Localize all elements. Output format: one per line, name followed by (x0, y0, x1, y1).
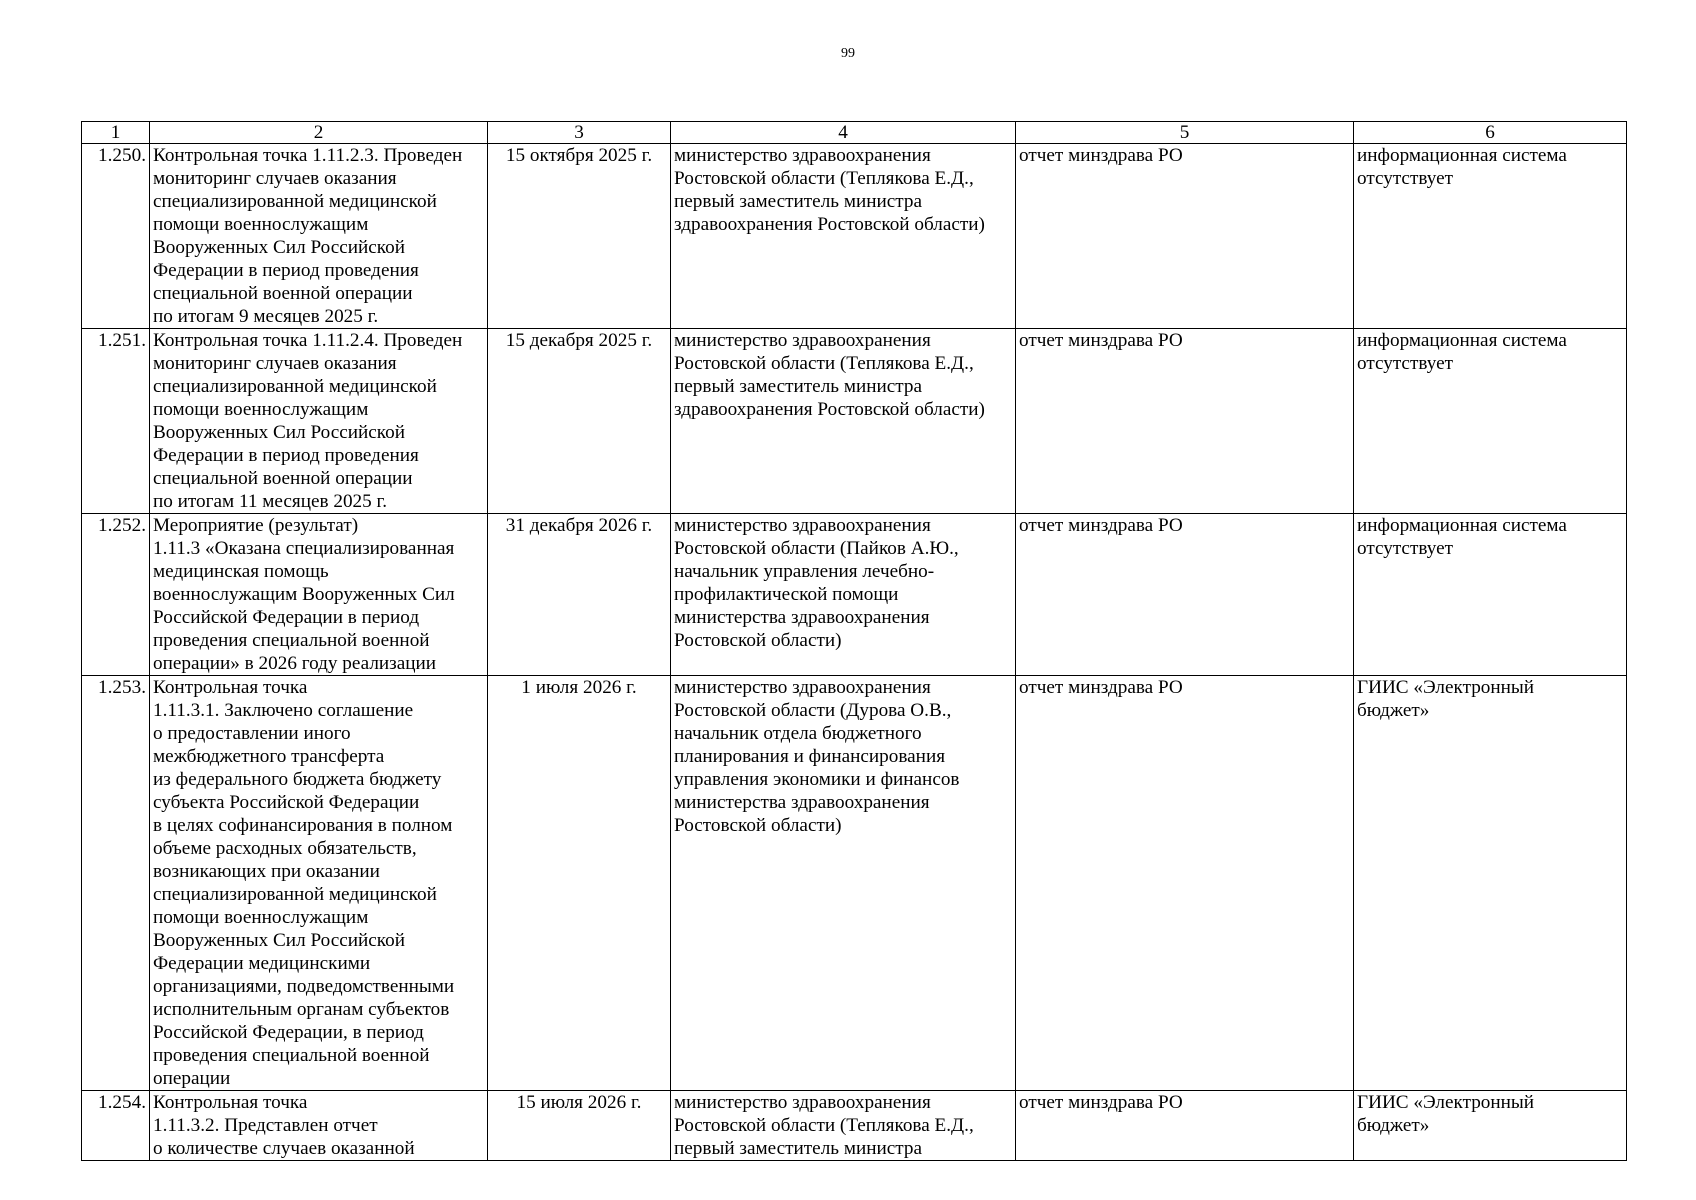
responsible-line: министерство здравоохранения (674, 677, 931, 698)
description-line: Федерации медицинскими (153, 953, 371, 974)
description-line: 1.11.3.1. Заключено соглашение (153, 700, 414, 721)
row-description (150, 514, 488, 676)
description-line: 1.11.3.2. Представлен отчет (153, 1115, 378, 1136)
row-date: 15 декабря 2025 г. (488, 329, 671, 514)
col-header-4: 4 (671, 122, 1016, 144)
table-row (82, 1091, 1627, 1161)
responsible-line: Ростовской области) (674, 815, 842, 836)
description-line: исполнительным органам субъектов (153, 999, 450, 1020)
responsible-line: здравоохранения Ростовской области) (674, 214, 985, 235)
description-line: субъекта Российской Федерации (153, 792, 420, 813)
description-line: специализированной медицинской (153, 376, 437, 397)
responsible-line: первый заместитель министра (674, 191, 923, 212)
responsible-line: Ростовской области) (674, 630, 842, 651)
table-row (82, 514, 1627, 676)
header-row (82, 122, 1627, 144)
description-line: Российской Федерации в период (153, 607, 420, 628)
row-document: отчет минздрава РО (1016, 1091, 1354, 1161)
col-header-2: 2 (150, 122, 488, 144)
description-line: в целях софинансирования в полном (153, 815, 453, 836)
responsible-line: первый заместитель министра (674, 376, 923, 397)
col-header-6: 6 (1354, 122, 1627, 144)
row-number: 1.251. (82, 329, 150, 514)
row-document: отчет минздрава РО (1016, 514, 1354, 676)
row-document: отчет минздрава РО (1016, 676, 1354, 1091)
row-number: 1.254. (82, 1091, 150, 1161)
description-line: межбюджетного трансферта (153, 746, 385, 767)
responsible-line: Ростовской области (Дурова О.В., (674, 700, 952, 721)
row-responsible (671, 1091, 1016, 1161)
col-header-1: 1 (82, 122, 150, 144)
row-date: 31 декабря 2026 г. (488, 514, 671, 676)
row-number: 1.250. (82, 144, 150, 329)
description-line: Контрольная точка 1.11.2.3. Проведен (153, 145, 463, 166)
row-description (150, 329, 488, 514)
description-line: Контрольная точка (153, 677, 308, 698)
description-line: специализированной медицинской (153, 884, 437, 905)
responsible-line: профилактической помощи (674, 584, 899, 605)
description-line: Федерации в период проведения (153, 445, 419, 466)
row-date: 1 июля 2026 г. (488, 676, 671, 1091)
description-line: возникающих при оказании (153, 861, 380, 882)
row-responsible (671, 514, 1016, 676)
description-line: мониторинг случаев оказания (153, 168, 397, 189)
description-line: Контрольная точка (153, 1092, 308, 1113)
row-system (1354, 514, 1627, 676)
description-line: Вооруженных Сил Российской (153, 422, 406, 443)
system-line: отсутствует (1357, 168, 1453, 189)
description-line: 1.11.3 «Оказана специализированная (153, 538, 455, 559)
description-line: Вооруженных Сил Российской (153, 237, 406, 258)
responsible-line: министерство здравоохранения (674, 145, 931, 166)
responsible-line: Ростовской области (Теплякова Е.Д., (674, 1115, 974, 1136)
system-line: бюджет» (1357, 1115, 1430, 1136)
row-responsible (671, 144, 1016, 329)
row-number: 1.253. (82, 676, 150, 1091)
description-line: специальной военной операции (153, 283, 413, 304)
responsible-line: министерства здравоохранения (674, 792, 930, 813)
row-description (150, 144, 488, 329)
row-system (1354, 144, 1627, 329)
responsible-line: управления экономики и финансов (674, 769, 960, 790)
responsible-line: первый заместитель министра (674, 1138, 923, 1159)
table-row (82, 676, 1627, 1091)
row-system (1354, 1091, 1627, 1161)
description-line: организациями, подведомственными (153, 976, 455, 997)
responsible-line: здравоохранения Ростовской области) (674, 399, 985, 420)
responsible-line: Ростовской области (Пайков А.Ю., (674, 538, 959, 559)
system-line: отсутствует (1357, 538, 1453, 559)
table-row (82, 329, 1627, 514)
description-line: специализированной медицинской (153, 191, 437, 212)
row-date: 15 октября 2025 г. (488, 144, 671, 329)
description-line: Вооруженных Сил Российской (153, 930, 406, 951)
system-line: ГИИС «Электронный (1357, 677, 1535, 698)
description-line: объеме расходных обязательств, (153, 838, 417, 859)
description-line: мониторинг случаев оказания (153, 353, 397, 374)
row-number: 1.252. (82, 514, 150, 676)
system-line: информационная система (1357, 145, 1567, 166)
description-line: Российской Федерации, в период (153, 1022, 424, 1043)
description-line: Контрольная точка 1.11.2.4. Проведен (153, 330, 463, 351)
row-system (1354, 329, 1627, 514)
description-line: о количестве случаев оказанной (153, 1138, 415, 1159)
description-line: по итогам 11 месяцев 2025 г. (153, 491, 388, 512)
responsible-line: Ростовской области (Теплякова Е.Д., (674, 168, 974, 189)
col-header-5: 5 (1016, 122, 1354, 144)
page-number: 99 (841, 46, 855, 61)
description-line: помощи военнослужащим (153, 214, 369, 235)
plan-table (81, 121, 1627, 1161)
row-date: 15 июля 2026 г. (488, 1091, 671, 1161)
col-header-3: 3 (488, 122, 671, 144)
system-line: информационная система (1357, 330, 1567, 351)
description-line: Федерации в период проведения (153, 260, 419, 281)
description-line: по итогам 9 месяцев 2025 г. (153, 306, 379, 327)
description-line: операции (153, 1068, 231, 1089)
responsible-line: министерство здравоохранения (674, 515, 931, 536)
description-line: из федерального бюджета бюджету (153, 769, 442, 790)
system-line: отсутствует (1357, 353, 1453, 374)
description-line: помощи военнослужащим (153, 399, 369, 420)
description-line: операции» в 2026 году реализации (153, 653, 437, 674)
responsible-line: Ростовской области (Теплякова Е.Д., (674, 353, 974, 374)
responsible-line: планирования и финансирования (674, 746, 946, 767)
description-line: о предоставлении иного (153, 723, 351, 744)
responsible-line: министерство здравоохранения (674, 1092, 931, 1113)
description-line: Мероприятие (результат) (153, 515, 359, 536)
description-line: проведения специальной военной (153, 1045, 430, 1066)
responsible-line: начальник отдела бюджетного (674, 723, 922, 744)
row-document: отчет минздрава РО (1016, 144, 1354, 329)
description-line: военнослужащим Вооруженных Сил (153, 584, 455, 605)
row-responsible (671, 329, 1016, 514)
description-line: медицинская помощь (153, 561, 329, 582)
system-line: информационная система (1357, 515, 1567, 536)
system-line: ГИИС «Электронный (1357, 1092, 1535, 1113)
row-description (150, 676, 488, 1091)
system-line: бюджет» (1357, 700, 1430, 721)
row-responsible (671, 676, 1016, 1091)
description-line: помощи военнослужащим (153, 907, 369, 928)
table-row (82, 144, 1627, 329)
responsible-line: начальник управления лечебно- (674, 561, 935, 582)
responsible-line: министерства здравоохранения (674, 607, 930, 628)
row-description (150, 1091, 488, 1161)
description-line: проведения специальной военной (153, 630, 430, 651)
responsible-line: министерство здравоохранения (674, 330, 931, 351)
row-system (1354, 676, 1627, 1091)
row-document: отчет минздрава РО (1016, 329, 1354, 514)
description-line: специальной военной операции (153, 468, 413, 489)
